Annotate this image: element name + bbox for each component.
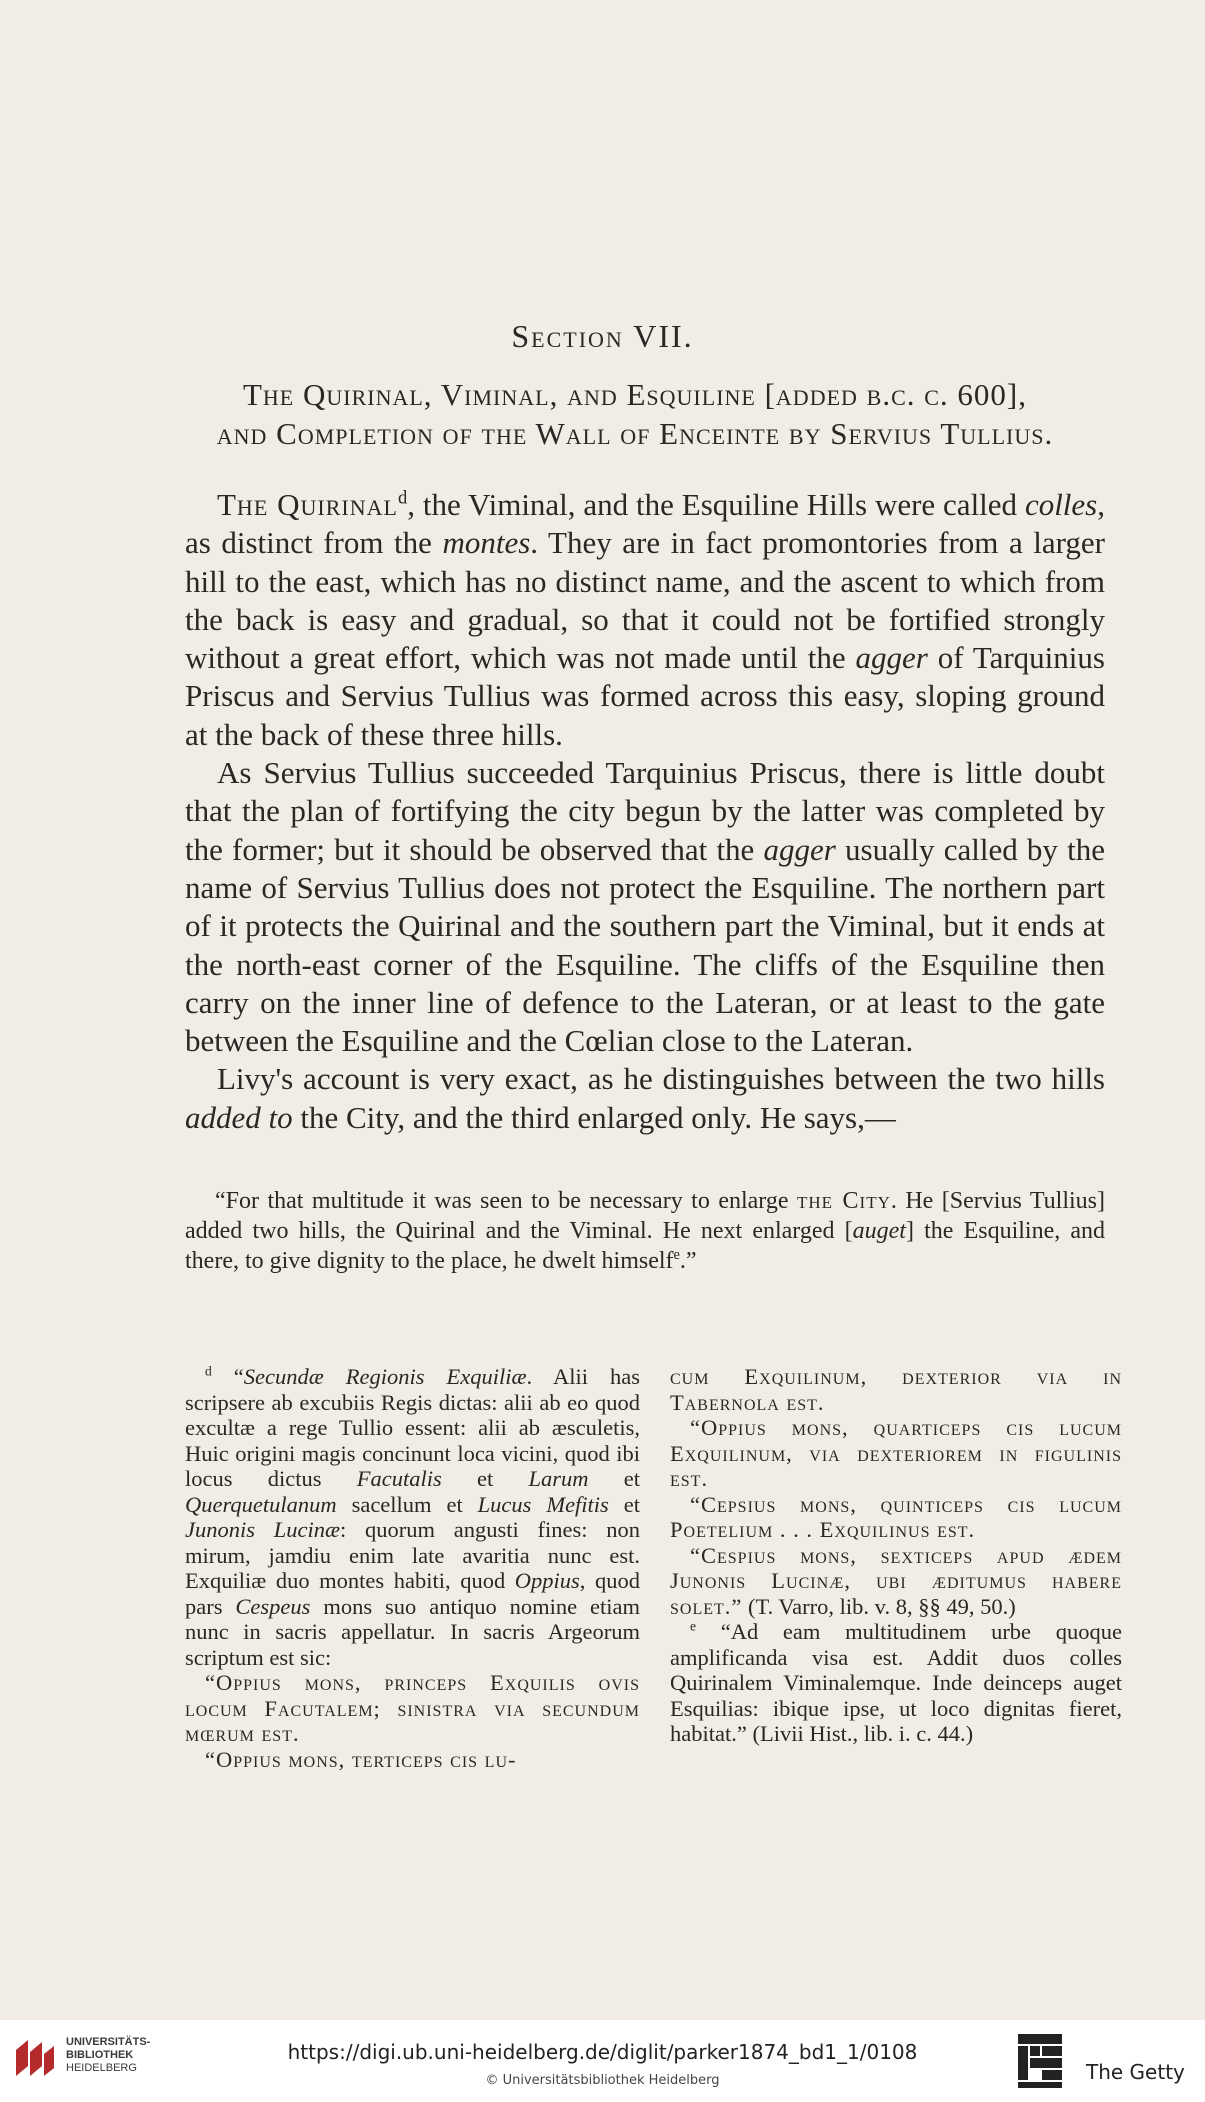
argei-quote-2: “Oppius mons, terticeps cis lu- bbox=[205, 1746, 517, 1772]
argei-quote-5: “Cespius mons, sexticeps apud ædem Junonis Lucinæ, ubi æditumus habere solet.” (T. Varro, lib. v. 8, §§ 49, 50.) bbox=[670, 1542, 1122, 1619]
argei-quote-3: “Oppius mons, quarticeps cis lucum Exquilinum, via dexteriorem in figulinis est. bbox=[670, 1415, 1122, 1491]
main-text bbox=[185, 486, 1105, 1137]
chapter-heading-line-2: and Completion of the Wall of Enceinte by Servius Tullius. bbox=[216, 416, 1054, 451]
university-library-name: UNIVERSITÄTS- BIBLIOTHEK HEIDELBERG bbox=[66, 2036, 151, 2074]
chapter-heading-line-1: The Quirinal, Viminal, and Esquiline [added b.c. c. 600], bbox=[242, 377, 1028, 412]
paragraph-3: Livy's account is very exact, as he distinguishes between the two hills added to the City, and the third enlarged only. He says,— bbox=[185, 1061, 1105, 1135]
permalink-url[interactable]: https://digi.ub.uni-heidelberg.de/diglit/parker1874_bd1_1/0108 bbox=[287, 2040, 918, 2064]
getty-name: The Getty bbox=[1086, 2060, 1185, 2084]
paragraph-2: As Servius Tullius succeeded Tarquinius Priscus, there is little doubt that the plan of fortifying the city begun by the latter was completed by the former; but it should be observed that the agger usually called by the name of Servius Tullius does not protect the Esquiline. The northern part of it protects the Quirinal and the southern part the Viminal, but it ends at the north-east corner of the Esquiline. The cliffs of the Esquiline then carry on the inner line of defence to the Lateran, or at least to the gate between the Esquiline and the Cœlian close to the Lateran. bbox=[185, 755, 1105, 1059]
getty-logo-icon bbox=[1016, 2032, 1064, 2090]
footnote-column-left bbox=[185, 1364, 640, 1772]
footnote-column-right bbox=[670, 1364, 1122, 1747]
livy-quotation: “For that multitude it was seen to be necessary to enlarge the City. He [Servius Tullius] added two hills, the Quirinal and the Viminal. He next enlarged [auget] the Esquiline, and there, to give dignity to the place, he dwelt himself$^e$.” bbox=[185, 1188, 1106, 1274]
argei-quote-1: “Oppius mons, princeps Exquilis ovis locum Facutalem; sinistra via secundum mœrum est. bbox=[185, 1670, 640, 1746]
footnote-d: $^d$ “Secundæ Regionis Exquiliæ. Alii has scripsere ab excubiis Regis dictas: alii ab eo quod excultæ a rege Tullio essent: alii ab æsculetis, Huic origini magis concinunt loca vicini, quod ibi locus dictus Facutalis et Larum et Querquetulanum sacellum et Lucus Mefitis et Junonis Lucinæ: quorum angusti fines: non mirum, jamdiu enim late avaritia nunc est. Exquiliæ duo montes habiti, quod Oppius, quod pars Cespeus mons suo antiquo nomine etiam nunc in sacris appellatur. In sacris Argeorum scriptum est sic: bbox=[185, 1363, 641, 1670]
footnote-e: $^e$ “Ad eam multitudinem urbe quoque amplificanda visa est. Addit duos colles Quirinalem Viminalemque. Inde deinceps auget Esquilias: ibique ipse, ut loco dignitas fieret, habitat.” (Livii Hist., lib. i. c. 44.) bbox=[670, 1618, 1122, 1746]
paragraph-1: The Quirinal$^d$, the Viminal, and the Esquiline Hills were called colles, as distinct from the montes. They are in fact promontories from a larger hill to the east, which has no distinct name, and the ascent to which from the back is easy and gradual, so that it could not be fortified strongly without a great effort, which was not made until the agger of Tarquinius Priscus and Servius Tullius was formed across this easy, sloping ground at the back of these three hills. bbox=[185, 487, 1106, 752]
section-title: Section VII. bbox=[511, 318, 694, 354]
footnote-ref-e: e bbox=[673, 1247, 680, 1263]
argei-quote-4: “Cepsius mons, quinticeps cis lucum Poetelium . . . Exquilinus est. bbox=[670, 1491, 1122, 1542]
copyright-notice: © Universitätsbibliothek Heidelberg bbox=[485, 2073, 720, 2088]
footnote-ref-d: d bbox=[397, 487, 408, 509]
argei-quote-2-continued: cum Exquilinum, dexterior via in Tabernola est. bbox=[670, 1364, 1122, 1415]
